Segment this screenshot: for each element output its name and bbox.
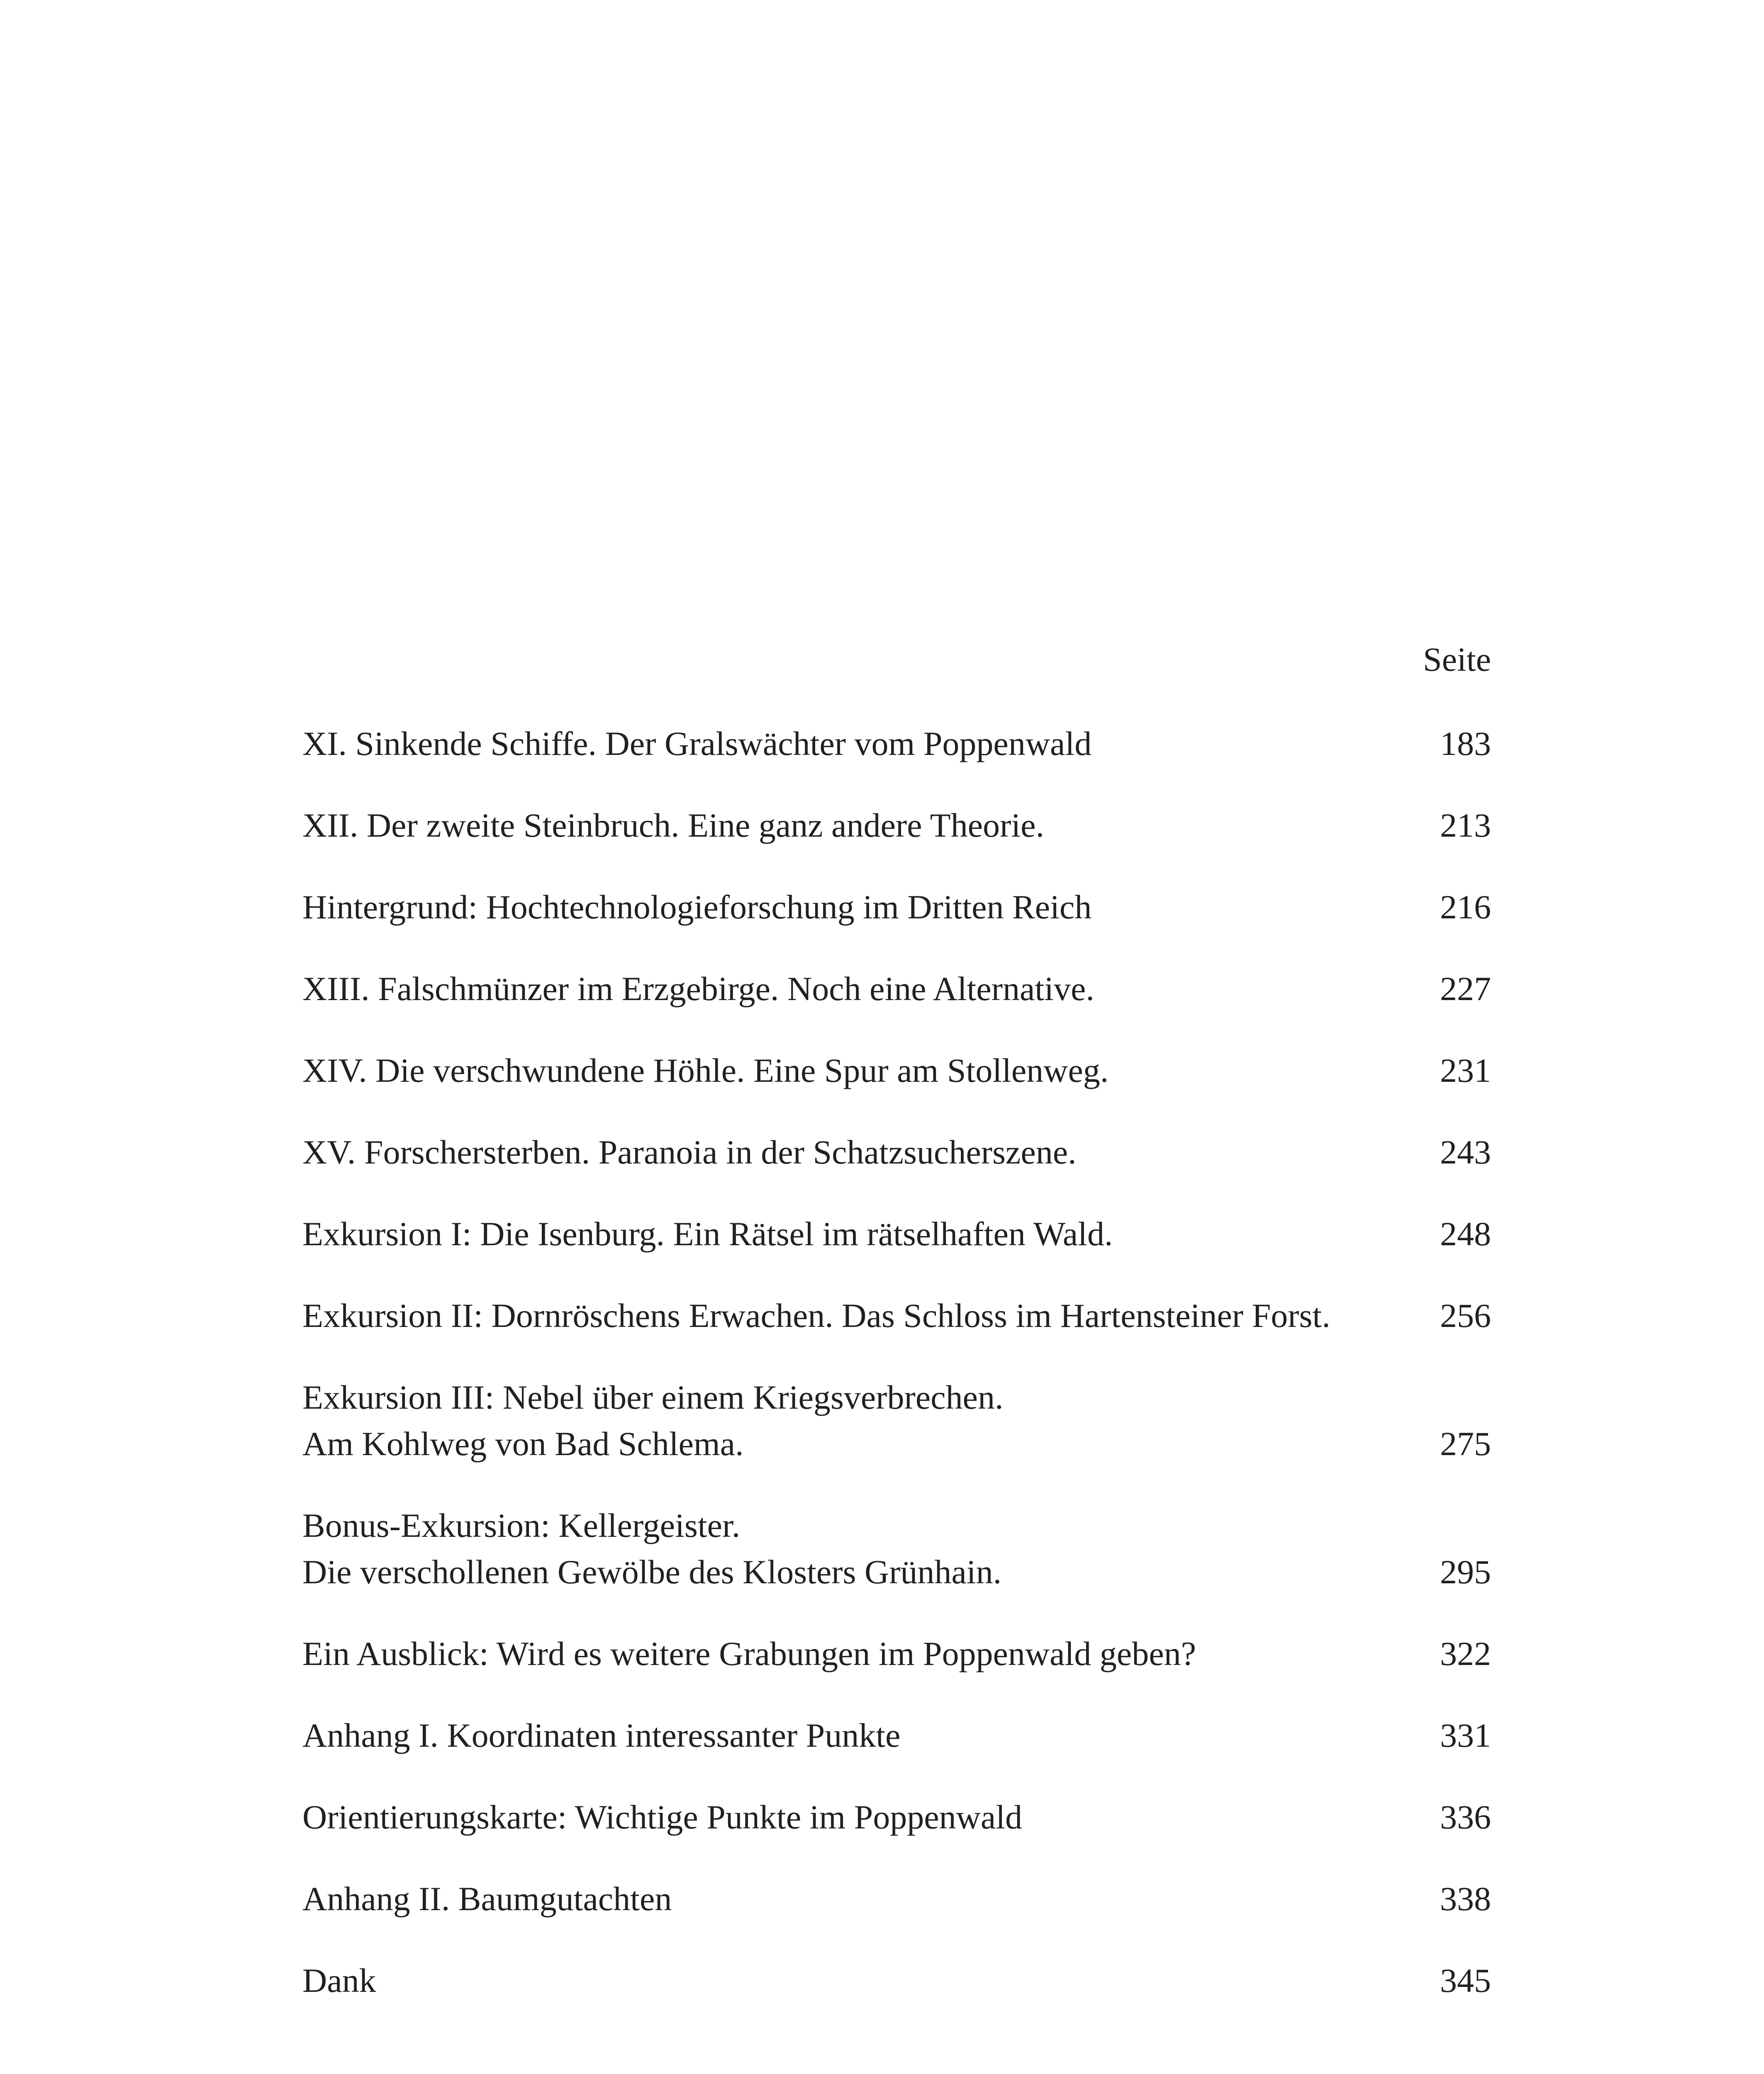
toc-entry-title bbox=[302, 1502, 1491, 1595]
toc-entry-title-line: XII. Der zweite Steinbruch. Eine ganz andere Theorie. bbox=[302, 806, 1045, 844]
toc-entry-page-number: 243 bbox=[1440, 1133, 1491, 1171]
toc-entry bbox=[302, 1712, 1491, 1759]
page-column-header: Seite bbox=[1423, 640, 1491, 678]
toc-entry-title bbox=[302, 721, 1491, 767]
toc-entry-title-line: Hintergrund: Hochtechnologieforschung im Dritten Reich bbox=[302, 888, 1092, 926]
toc-entry-title-line: Bonus-Exkursion: Kellergeister. bbox=[302, 1507, 741, 1544]
toc-entry bbox=[302, 1876, 1491, 1922]
toc-entry bbox=[302, 721, 1491, 767]
toc-entry bbox=[302, 802, 1491, 849]
toc-entry-title-line: XIV. Die verschwundene Höhle. Eine Spur am Stollenweg. bbox=[302, 1052, 1109, 1089]
toc-entry-title bbox=[302, 1211, 1491, 1257]
toc-entry-title bbox=[302, 1957, 1491, 2004]
toc-entry-title-line: Anhang II. Baumgutachten bbox=[302, 1880, 672, 1918]
toc-entry-title bbox=[302, 802, 1491, 849]
toc-entry-title bbox=[302, 1876, 1491, 1922]
toc-entry bbox=[302, 1211, 1491, 1257]
toc-entry-title-line: Ein Ausblick: Wird es weitere Grabungen im Poppenwald geben? bbox=[302, 1635, 1196, 1672]
table-of-contents bbox=[302, 639, 1491, 2039]
toc-entry bbox=[302, 1794, 1491, 1840]
toc-entry-title-line: XI. Sinkende Schiffe. Der Gralswächter vom Poppenwald bbox=[302, 725, 1092, 762]
toc-entry-title bbox=[302, 884, 1491, 930]
toc-entry-page-number: 183 bbox=[1440, 725, 1491, 762]
toc-entry-title-line: Exkursion II: Dornröschens Erwachen. Das Schloss im Hartensteiner Forst. bbox=[302, 1297, 1330, 1334]
toc-entry bbox=[302, 1293, 1491, 1339]
toc-entry-title bbox=[302, 1374, 1491, 1467]
toc-entry-title-line: Dank bbox=[302, 1962, 376, 1999]
toc-entry-title bbox=[302, 1712, 1491, 1759]
toc-entry-page-number: 338 bbox=[1440, 1880, 1491, 1918]
toc-entry-title bbox=[302, 1631, 1491, 1677]
toc-entry-title bbox=[302, 1047, 1491, 1094]
toc-entry-page-number: 231 bbox=[1440, 1052, 1491, 1089]
toc-entry bbox=[302, 1631, 1491, 1677]
toc-entry-page-number: 256 bbox=[1440, 1297, 1491, 1334]
toc-entry-title bbox=[302, 1293, 1491, 1339]
toc-entry-page-number: 213 bbox=[1440, 806, 1491, 844]
toc-entry-title-line: Exkursion III: Nebel über einem Kriegsverbrechen. bbox=[302, 1378, 1004, 1416]
toc-entry-title bbox=[302, 1129, 1491, 1176]
toc-entry-title-line: Exkursion I: Die Isenburg. Ein Rätsel im rätselhaften Wald. bbox=[302, 1215, 1113, 1253]
toc-entry-title bbox=[302, 1794, 1491, 1840]
toc-entry-title-line: Am Kohlweg von Bad Schlema. bbox=[302, 1425, 744, 1463]
toc-entry bbox=[302, 884, 1491, 930]
toc-entry-list bbox=[302, 721, 1491, 2004]
toc-entry bbox=[302, 966, 1491, 1012]
toc-entry bbox=[302, 1502, 1491, 1595]
toc-entry-page-number: 336 bbox=[1440, 1798, 1491, 1836]
toc-entry bbox=[302, 1129, 1491, 1176]
toc-entry-page-number: 331 bbox=[1440, 1716, 1491, 1754]
toc-entry-title-line: Anhang I. Koordinaten interessanter Punkte bbox=[302, 1716, 901, 1754]
toc-entry-page-number: 322 bbox=[1440, 1635, 1491, 1672]
toc-entry-page-number: 275 bbox=[1440, 1425, 1491, 1463]
toc-entry-page-number: 345 bbox=[1440, 1962, 1491, 1999]
toc-entry-title-line: Die verschollenen Gewölbe des Klosters Grünhain. bbox=[302, 1553, 1002, 1591]
toc-entry bbox=[302, 1957, 1491, 2004]
toc-entry-page-number: 248 bbox=[1440, 1215, 1491, 1253]
toc-entry-title-line: XIII. Falschmünzer im Erzgebirge. Noch eine Alternative. bbox=[302, 970, 1094, 1008]
toc-entry bbox=[302, 1374, 1491, 1467]
toc-entry-title-line: Orientierungskarte: Wichtige Punkte im Poppenwald bbox=[302, 1798, 1023, 1836]
toc-entry-page-number: 227 bbox=[1440, 970, 1491, 1008]
toc-entry bbox=[302, 1047, 1491, 1094]
toc-entry-title-line: XV. Forschersterben. Paranoia in der Schatzsucherszene. bbox=[302, 1133, 1077, 1171]
toc-entry-page-number: 295 bbox=[1440, 1553, 1491, 1591]
toc-entry-title bbox=[302, 966, 1491, 1012]
toc-entry-page-number: 216 bbox=[1440, 888, 1491, 926]
